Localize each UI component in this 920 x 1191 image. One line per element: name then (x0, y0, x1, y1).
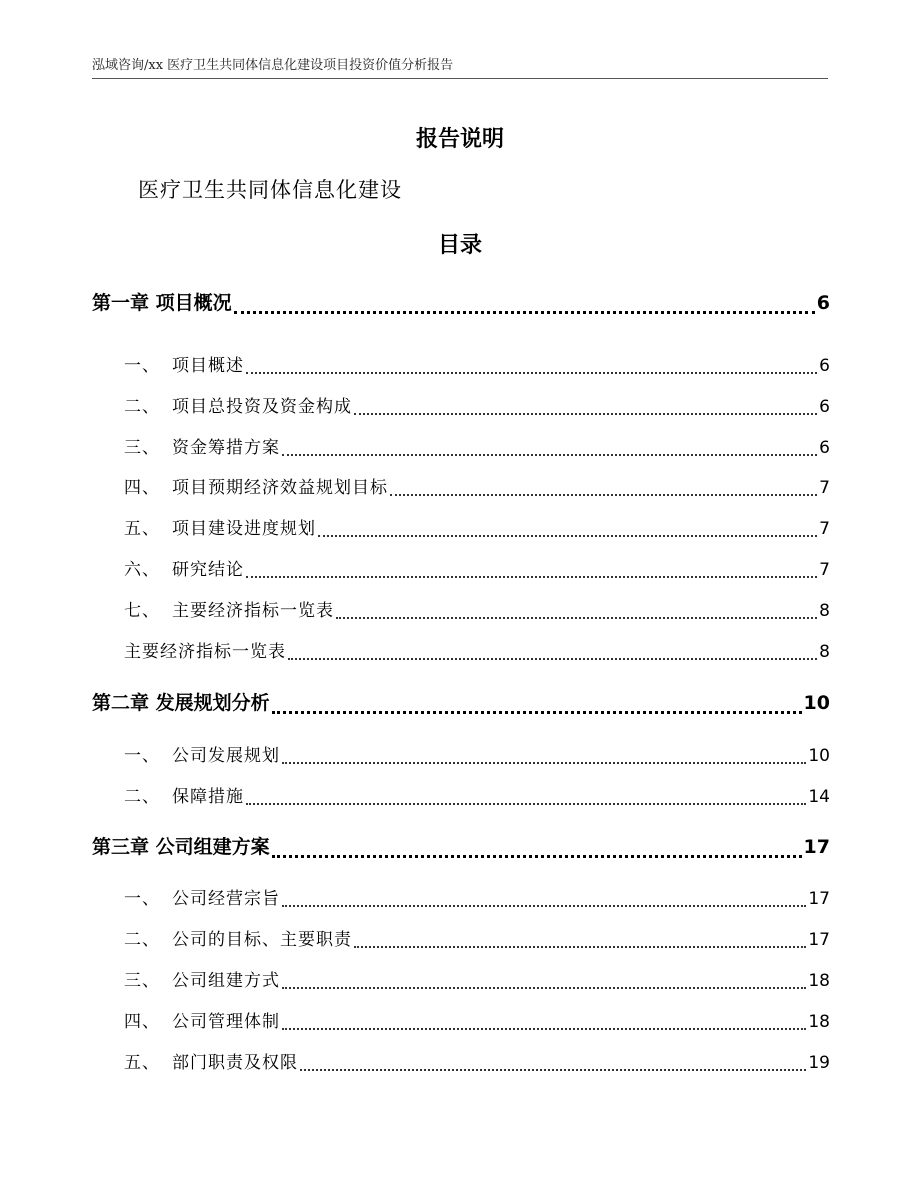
toc-chapter[interactable]: 第二章 发展规划分析 10 (92, 692, 830, 714)
toc-section[interactable]: 五、 部门职责及权限 19 (124, 1053, 830, 1073)
toc-section[interactable]: 二、 公司的目标、主要职责 17 (124, 930, 830, 950)
report-title: 报告说明 (415, 127, 504, 152)
toc-chapter[interactable]: 第三章 公司组建方案 17 (92, 836, 830, 858)
toc-chapter[interactable]: 第一章 项目概况 6 (92, 292, 830, 314)
project-name: 医疗卫生共同体信息化建设 (138, 178, 402, 202)
header-divider (92, 78, 828, 79)
toc-section[interactable]: 五、 项目建设进度规划 7 (124, 519, 830, 539)
toc-section[interactable]: 一、 公司发展规划 10 (124, 746, 830, 766)
toc-section[interactable]: 四、 公司管理体制 18 (124, 1012, 830, 1032)
toc-subsection[interactable]: 主要经济指标一览表 8 (124, 642, 830, 662)
running-header: 泓域咨询/xx 医疗卫生共同体信息化建设项目投资价值分析报告 (92, 58, 454, 73)
toc-section[interactable]: 一、 项目概述 6 (124, 356, 830, 376)
toc-section[interactable]: 六、 研究结论 7 (124, 560, 830, 580)
toc-section[interactable]: 二、 项目总投资及资金构成 6 (124, 397, 830, 417)
toc-section[interactable]: 三、 公司组建方式 18 (124, 971, 830, 991)
toc-section[interactable]: 七、 主要经济指标一览表 8 (124, 601, 830, 621)
toc-section[interactable]: 四、 项目预期经济效益规划目标 7 (124, 478, 830, 498)
toc-section[interactable]: 三、 资金筹措方案 6 (124, 438, 830, 458)
toc-section[interactable]: 二、 保障措施 14 (124, 787, 830, 807)
toc-title: 目录 (437, 233, 482, 258)
toc-section[interactable]: 一、 公司经营宗旨 17 (124, 889, 830, 909)
